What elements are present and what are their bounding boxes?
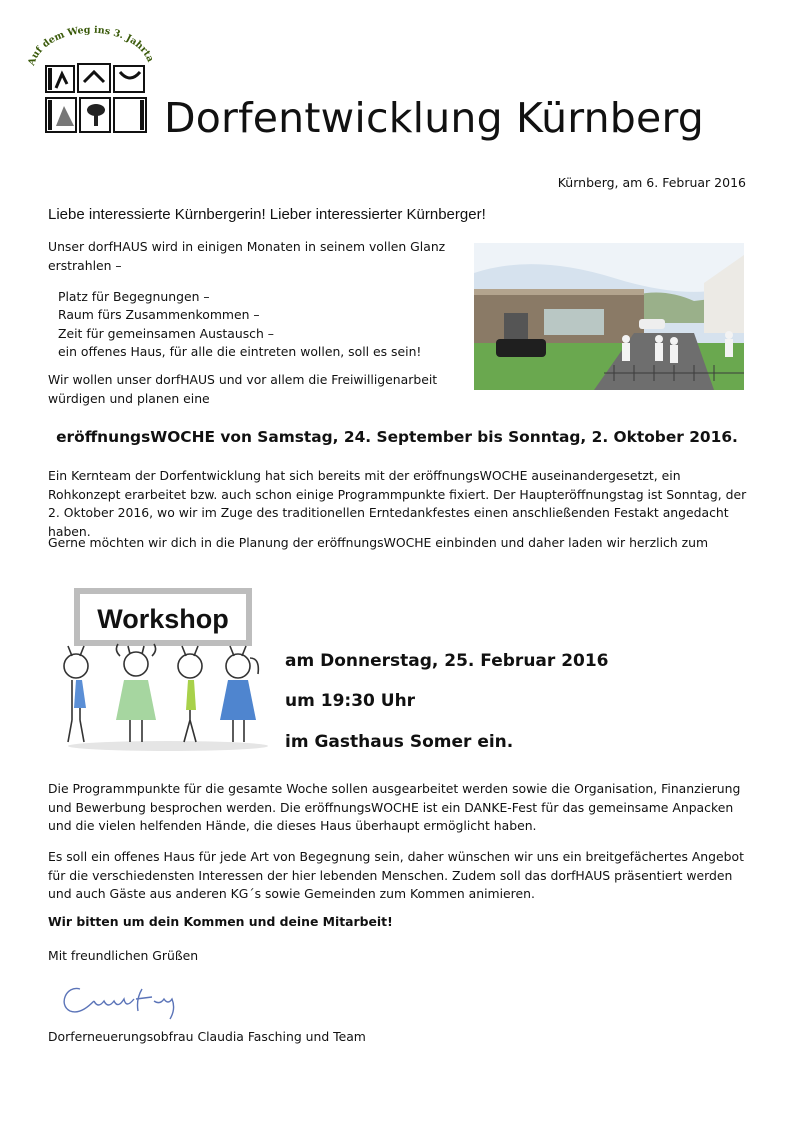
workshop-sign-text: Workshop [97,604,229,634]
body-paragraph: Ein Kernteam der Dorfentwicklung hat sich bereits mit der eröffnungsWOCHE auseinandergesetzt, ein Rohkonzept erarbeitet bzw. auch schon einige Programmpunkte fixiert. Der Haupteröffnungstag ist Sonntag, der 2. Oktober 2016, wo wir im Zuge des traditionellen Erntedankfestes einen anschließenden Festakt angedacht haben. [48,468,747,539]
event-headline: eröffnungsWOCHE von Samstag, 24. September bis Sonntag, 2. Oktober 2016. [56,428,738,446]
logo [26,22,154,140]
svg-text:Auf dem Weg ins 3. Jahrtausend [26,22,154,68]
page-title: Dorfentwicklung Kürnberg [164,94,705,142]
event-date: am Donnerstag, 25. Februar 2016 [285,651,609,671]
list-item: ein offenes Haus, für alle die eintreten wollen, soll es sein! [58,344,422,360]
logo-arc-text: Auf dem Weg ins 3. Jahrt [26,24,153,67]
body-paragraph: Gerne möchten wir dich in die Planung der eröffnungsWOCHE einbinden und daher laden wir herzlich zum [48,535,709,550]
regards: Mit freundlichen Grüßen [48,948,199,963]
closing-bold: Wir bitten um dein Kommen und deine Mitarbeit! [48,914,393,929]
feature-list [58,288,421,362]
greeting: Liebe interessierte Kürnbergerin! Lieber interessierter Kürnberger! [48,206,486,223]
list-item: Zeit für gemeinsamen Austausch – [58,325,274,341]
intro-text: Unser dorfHAUS wird in einigen Monaten in seinem vollen Glanz erstrahlen – [48,239,446,273]
event-place: im Gasthaus Somer ein. [285,732,514,752]
dorfhaus-rendering [474,243,744,390]
invite-text: Wir wollen unser dorfHAUS und vor allem die Freiwilligenarbeit würdigen und planen eine [48,372,438,406]
event-time: um 19:30 Uhr [285,691,416,711]
signer-name: Dorferneuerungsobfrau Claudia Fasching und Team [48,1029,366,1044]
body-paragraph: Es soll ein offenes Haus für jede Art von Begegnung sein, daher wünschen wir uns ein breitgefächertes Angebot für die verschiedensten Interessen der hier lebenden Menschen. Zudem soll das dorfHAUS präsentiert werden und auch Gäste aus anderen KG´s sowie Gemeinden zum Kommen animieren. [48,849,744,902]
workshop-illustration [58,586,273,754]
list-item: Raum fürs Zusammenkommen – [58,307,260,323]
list-item: Platz für Begegnungen – [58,289,210,304]
signature [58,975,188,1025]
letter-date: Kürnberg, am 6. Februar 2016 [557,175,746,190]
body-paragraph: Die Programmpunkte für die gesamte Woche sollen ausgearbeitet werden sowie die Organisation, Finanzierung und Bewerbung besprochen werden. Die eröffnungsWOCHE ist ein DANKE-Fest für das gemeinsame Anpacken und die vielen helfenden Hände, die dieses Haus überhaupt ermöglicht haben. [48,781,741,834]
